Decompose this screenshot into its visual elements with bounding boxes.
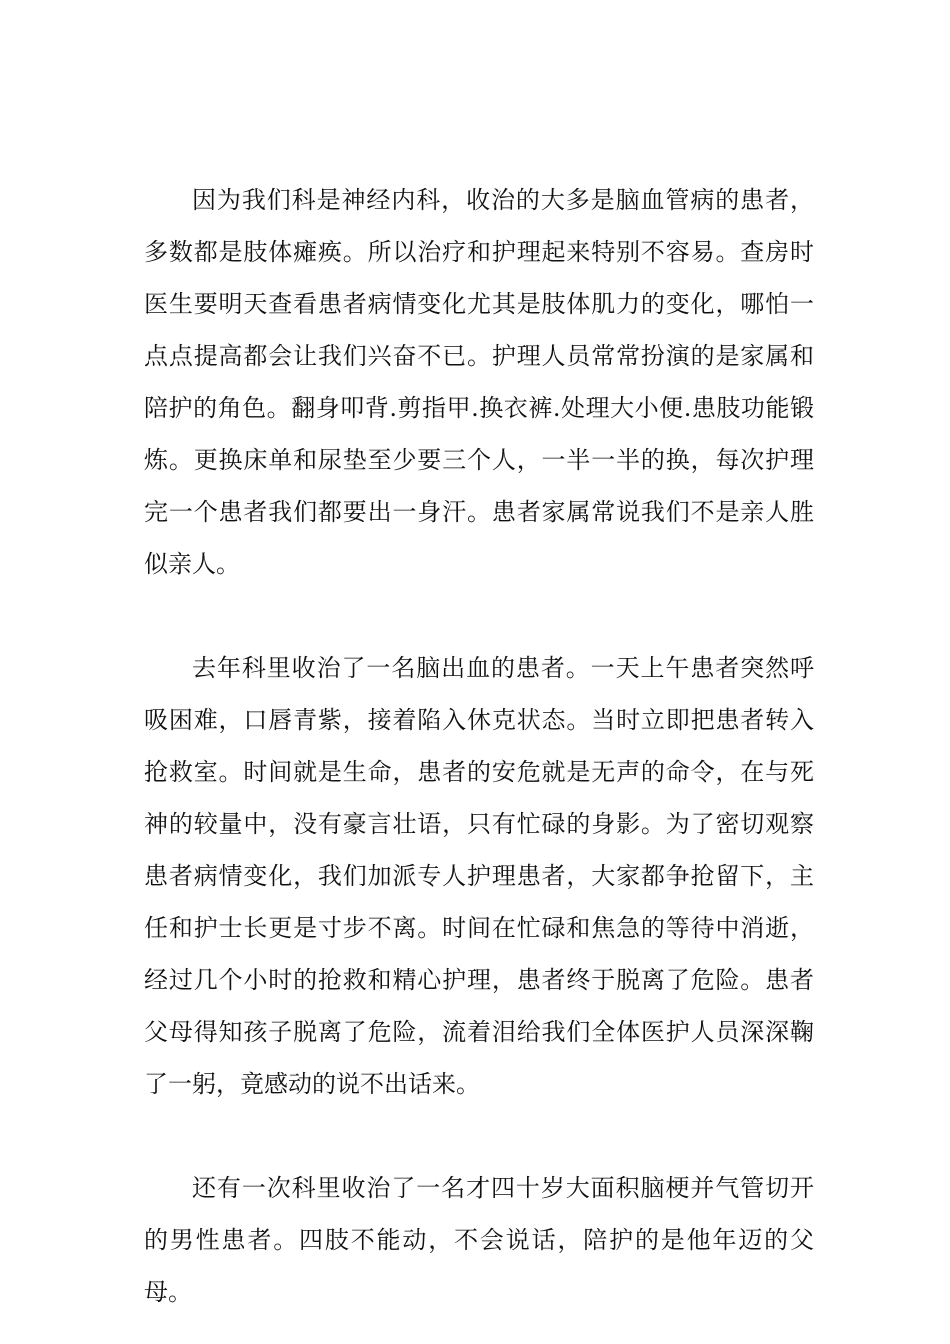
paragraph-3: 还有一次科里收治了一名才四十岁大面积脑梗并气管切开的男性患者。四肢不能动，不会说话，陪护的是他年迈的父母。 (144, 1174, 814, 1306)
paragraph-1: 因为我们科是神经内科，收治的大多是脑血管病的患者，多数都是肢体瘫痪。所以治疗和护理起来特别不容易。查房时医生要明天查看患者病情变化尤其是肢体肌力的变化，哪怕一点点提高都会让我们兴奋不已。护理人员常常扮演的是家属和陪护的角色。翻身叩背.剪指甲.换衣裤.处理大小便.患肢功能锻炼。更换床单和尿垫至少要三个人，一半一半的换，每次护理完一个患者我们都要出一身汗。患者家属常说我们不是亲人胜似亲人。 (144, 186, 814, 578)
paragraph-2: 去年科里收治了一名脑出血的患者。一天上午患者突然呼吸困难，口唇青紫，接着陷入休克状态。当时立即把患者转入抢救室。时间就是生命，患者的安危就是无声的命令，在与死神的较量中，没有豪言壮语，只有忙碌的身影。为了密切观察患者病情变化，我们加派专人护理患者，大家都争抢留下，主任和护士长更是寸步不离。时间在忙碌和焦急的等待中消逝，经过几个小时的抢救和精心护理，患者终于脱离了危险。患者父母得知孩子脱离了危险，流着泪给我们全体医护人员深深鞠了一躬，竟感动的说不出话来。 (144, 654, 814, 1098)
document-body (144, 174, 814, 1318)
